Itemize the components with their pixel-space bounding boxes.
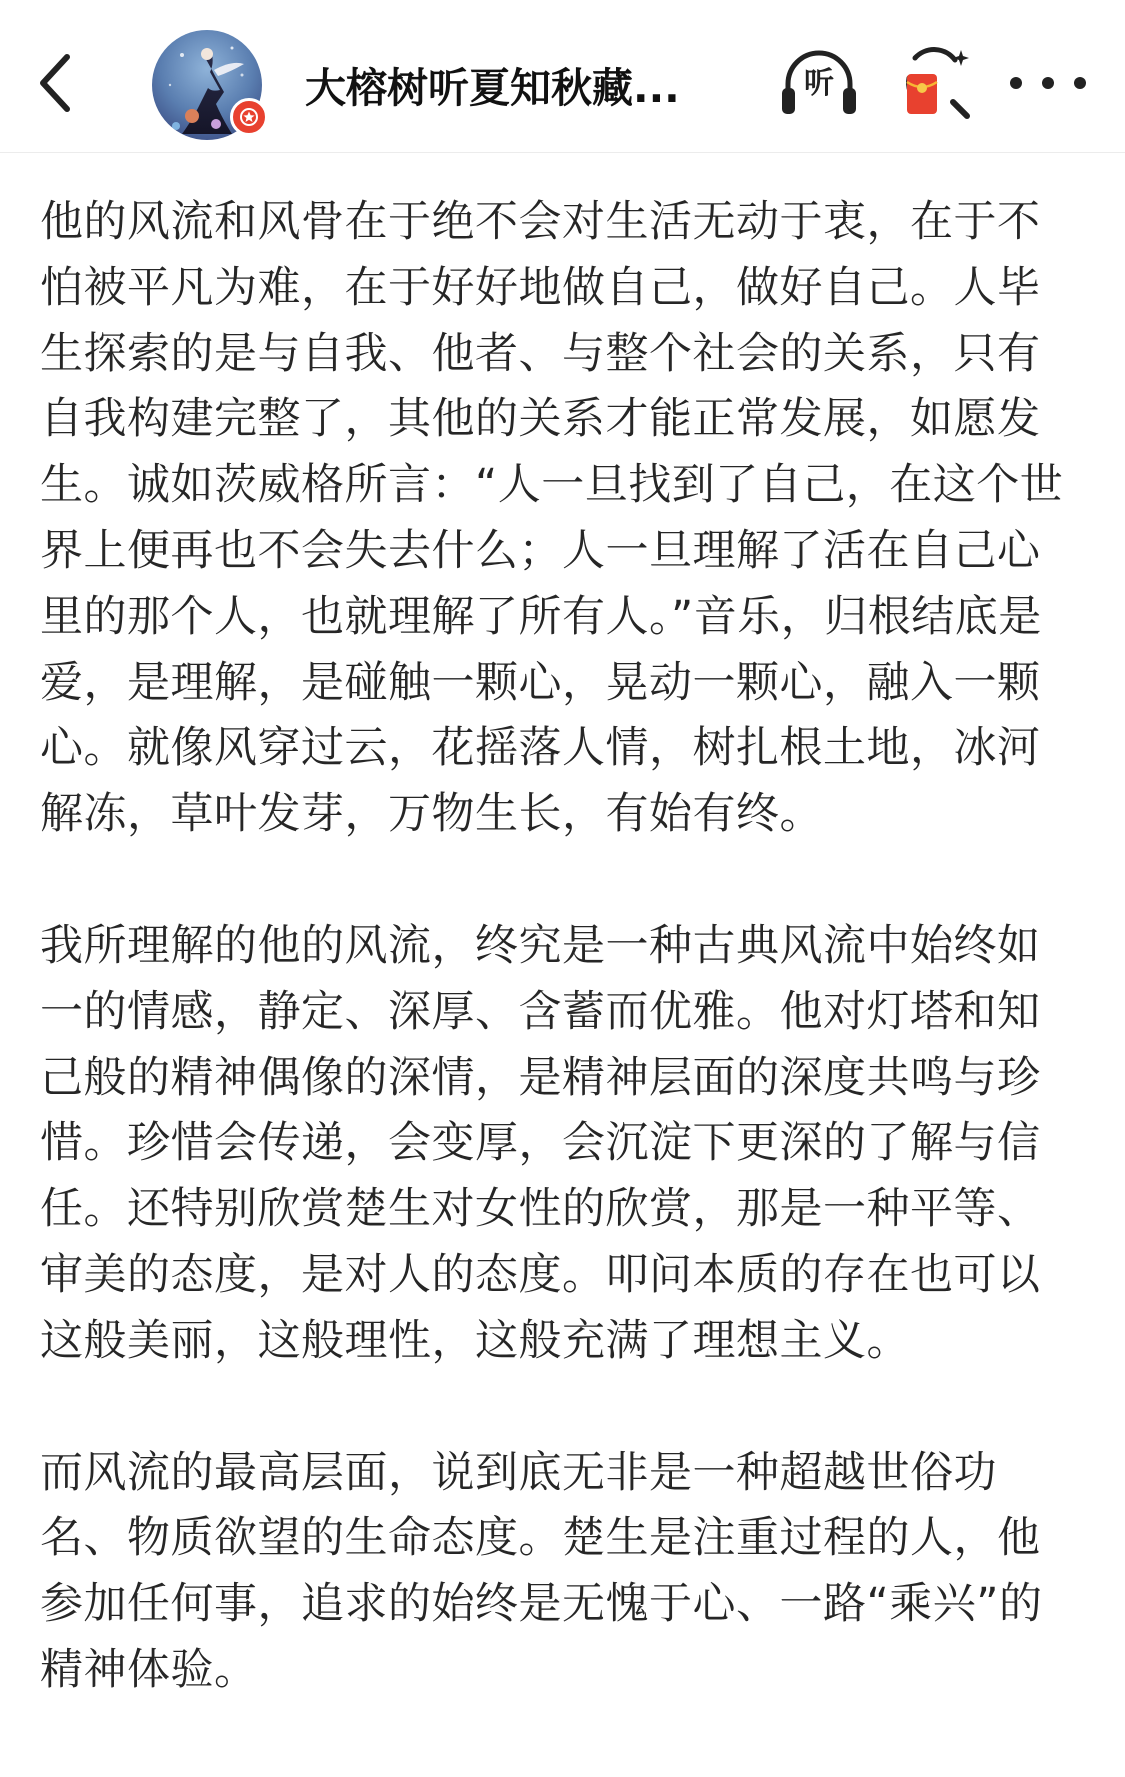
listen-button[interactable] — [778, 44, 860, 120]
more-dots-icon — [1042, 77, 1054, 89]
more-dots-icon — [1074, 77, 1086, 89]
verified-badge — [230, 98, 268, 136]
more-dots-icon — [1010, 77, 1022, 89]
chevron-left-icon — [37, 53, 73, 113]
red-packet-icon — [895, 44, 975, 124]
star-badge-icon — [238, 106, 260, 128]
top-navigation-bar — [0, 0, 1125, 153]
article-paragraph: 他的风流和风骨在于绝不会对生活无动于衷，在于不怕被平凡为难，在于好好地做自己，做好自己。人毕生探索的是与自我、他者、与整个社会的关系，只有自我构建完整了，其他的关系才能正常发展，如愿发生。诚如茨威格所言：“人一旦找到了自己，在这个世界上便再也不会失去什么；人一旦理解了活在自己心里的那个人，也就理解了所有人。”音乐，归根结底是爱，是理解，是碰触一颗心，晃动一颗心，融入一颗心。就像风穿过云，花摇落人情，树扎根土地，冰河解冻，草叶发芽，万物生长，有始有终。 — [40, 197, 1064, 840]
avatar[interactable] — [152, 30, 262, 140]
article-paragraph: 而风流的最高层面，说到底无非是一种超越世俗功名、物质欲望的生命态度。楚生是注重过程的人，他参加任何事，追求的始终是无愧于心、一路“乘兴”的精神体验。 — [40, 1447, 1043, 1695]
back-button[interactable] — [30, 50, 80, 116]
article-paragraph: 我所理解的他的风流，终究是一种古典风流中始终如一的情感，静定、深厚、含蓄而优雅。他对灯塔和知己般的精神偶像的深情，是精神层面的深度共鸣与珍惜。珍惜会传递，会变厚，会沉淀下更深的了解与信任。还特别欣赏楚生对女性的欣赏，那是一种平等、审美的态度，是对人的态度。叩问本质的存在也可以这般美丽，这般理性，这般充满了理想主义。 — [40, 920, 1041, 1366]
user-name[interactable]: 大榕树听夏知秋藏... — [305, 64, 680, 112]
more-options-button[interactable] — [1010, 58, 1086, 108]
article-body — [40, 190, 1080, 1704]
red-packet-search-button[interactable] — [895, 44, 975, 124]
listen-label: 听 — [804, 66, 834, 101]
